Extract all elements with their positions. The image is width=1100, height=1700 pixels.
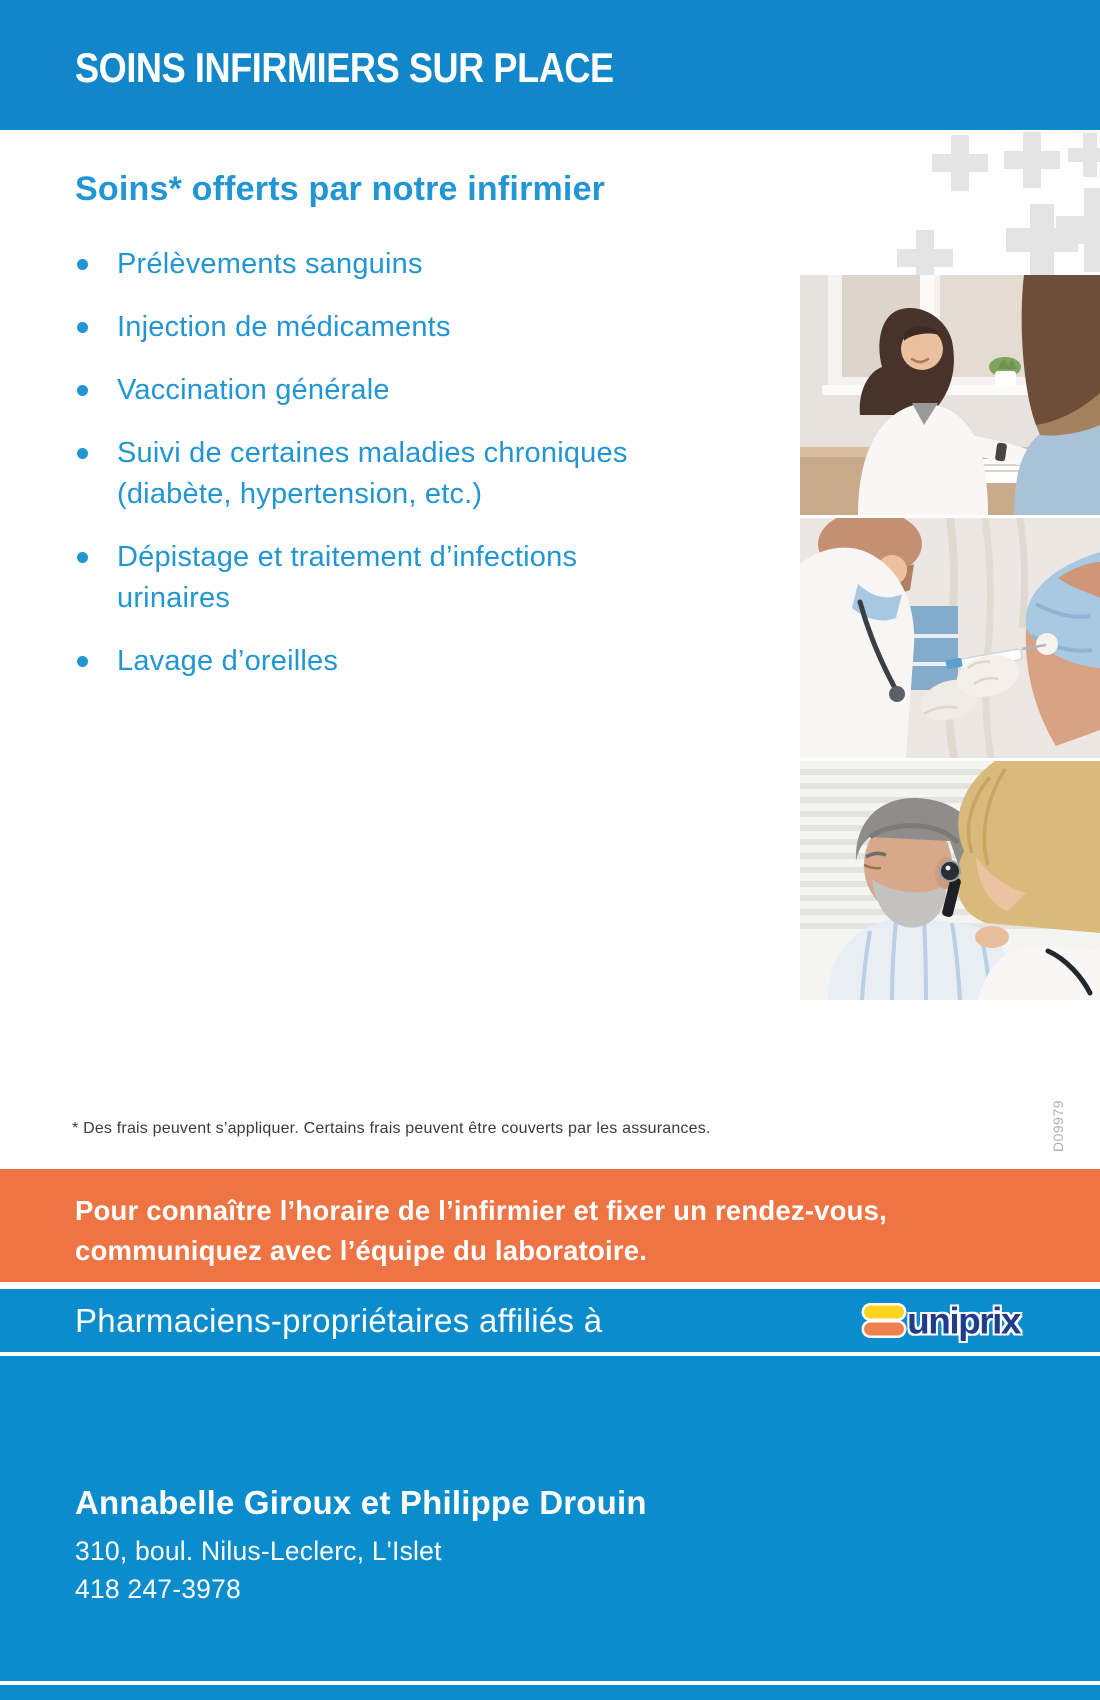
bullet-dot-icon	[77, 322, 88, 333]
footnote: * Des frais peuvent s’appliquer. Certains frais peuvent être couverts par les assurances.	[72, 1120, 711, 1137]
bullet-dot-icon	[77, 656, 88, 667]
cta-band	[0, 1169, 1100, 1282]
header-bar	[0, 0, 1100, 130]
services-list	[75, 244, 735, 704]
bullet-dot-icon	[77, 552, 88, 563]
store-address: 310, boul. Nilus-Leclerc, L'Islet	[75, 1536, 442, 1566]
uniprix-yellow-bar	[864, 1306, 904, 1319]
doc-code: D09979	[1050, 1099, 1066, 1152]
service-item-label: Lavage d’oreilles	[117, 645, 339, 677]
plus-cross-decoration	[860, 130, 1100, 275]
service-item	[75, 433, 735, 515]
uniprix-orange-bar	[864, 1323, 904, 1336]
cta-line-1: Pour connaître l’horaire de l’infirmier et fixer un rendez-vous,	[75, 1195, 888, 1226]
photo-ear-exam	[800, 761, 1100, 1000]
service-item	[75, 244, 735, 285]
contact-section	[0, 1356, 1100, 1681]
uniprix-bars-icon	[864, 1306, 904, 1336]
photo-injection	[800, 518, 1100, 758]
service-item	[75, 537, 735, 619]
affiliation-band	[0, 1289, 1100, 1352]
affiliation-label: Pharmaciens-propriétaires affiliés à	[75, 1301, 603, 1339]
store-phone: 418 247-3978	[75, 1574, 241, 1604]
owners-names: Annabelle Giroux et Philippe Drouin	[75, 1484, 647, 1521]
service-item	[75, 370, 735, 411]
service-item-label: Prélèvements sanguins	[117, 248, 423, 280]
section-heading: Soins* offerts par notre infirmier	[75, 170, 606, 208]
bullet-dot-icon	[77, 259, 88, 270]
bottom-bar	[0, 1685, 1100, 1700]
cta-text	[75, 1191, 887, 1271]
service-item	[75, 307, 735, 348]
cta-line-2: communiquez avec l’équipe du laboratoire.	[75, 1235, 648, 1266]
service-item-label: Injection de médicaments	[117, 311, 451, 343]
photo-consultation	[800, 275, 1100, 515]
bullet-dot-icon	[77, 385, 88, 396]
service-item-label: Suivi de certaines maladies chroniques (diabète, hypertension, etc.)	[117, 437, 628, 510]
bullet-dot-icon	[77, 448, 88, 459]
service-item-label: Vaccination générale	[117, 374, 390, 406]
service-item-label: Dépistage et traitement d’infections urinaires	[117, 541, 578, 614]
service-item	[75, 641, 735, 682]
uniprix-logo	[864, 1302, 1020, 1339]
uniprix-wordmark: uniprix	[907, 1300, 1020, 1341]
page-title: SOINS INFIRMIERS SUR PLACE	[75, 44, 614, 91]
